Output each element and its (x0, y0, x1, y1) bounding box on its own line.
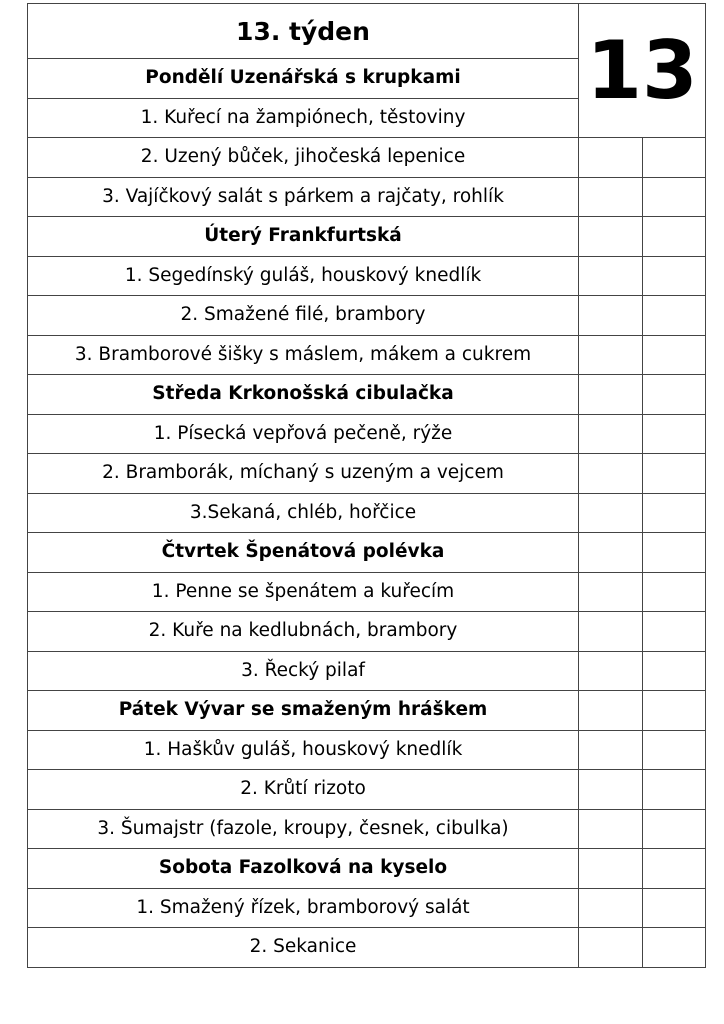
tick-box-1 (579, 809, 643, 849)
day-soup-heading: Čtvrtek Špenátová polévka (28, 533, 579, 573)
menu-sheet (27, 3, 705, 968)
tick-box-1 (579, 493, 643, 533)
day-row (28, 691, 706, 731)
tick-box-1 (579, 256, 643, 296)
menu-item-row (28, 493, 706, 533)
tick-box-1 (579, 770, 643, 810)
menu-item-row (28, 730, 706, 770)
menu-item: 2. Bramborák, míchaný s uzeným a vejcem (28, 454, 579, 494)
day-soup-heading: Úterý Frankfurtská (28, 217, 579, 257)
day-row (28, 217, 706, 257)
menu-item: 1. Haškův guláš, houskový knedlík (28, 730, 579, 770)
day-soup-heading: Pondělí Uzenářská s krupkami (28, 59, 579, 99)
menu-item-row (28, 296, 706, 336)
menu-item: 2. Krůtí rizoto (28, 770, 579, 810)
tick-box-1 (579, 572, 643, 612)
menu-item-row (28, 809, 706, 849)
tick-box-2 (643, 256, 706, 296)
menu-item: 1. Písecká vepřová pečeně, rýže (28, 414, 579, 454)
tick-box-1 (579, 888, 643, 928)
week-title: 13. týden (28, 4, 579, 59)
tick-box-1 (579, 296, 643, 336)
tick-box-1 (579, 217, 643, 257)
tick-box-1 (579, 691, 643, 731)
tick-box-2 (643, 888, 706, 928)
menu-item: 2. Kuře na kedlubnách, brambory (28, 612, 579, 652)
menu-item: 1. Segedínský guláš, houskový knedlík (28, 256, 579, 296)
menu-item: 3.Sekaná, chléb, hořčice (28, 493, 579, 533)
menu-item-row (28, 335, 706, 375)
tick-box-2 (643, 296, 706, 336)
tick-box-2 (643, 730, 706, 770)
tick-box-2 (643, 414, 706, 454)
tick-box-2 (643, 612, 706, 652)
tick-box-2 (643, 533, 706, 573)
tick-box-2 (643, 493, 706, 533)
tick-box-1 (579, 335, 643, 375)
tick-box-1 (579, 849, 643, 889)
menu-item: 1. Kuřecí na žampiónech, těstoviny (28, 98, 579, 138)
tick-box-1 (579, 612, 643, 652)
tick-box-2 (643, 217, 706, 257)
menu-item: 1. Penne se špenátem a kuřecím (28, 572, 579, 612)
tick-box-2 (643, 849, 706, 889)
tick-box-1 (579, 928, 643, 968)
day-soup-heading: Pátek Vývar se smaženým hráškem (28, 691, 579, 731)
tick-box-1 (579, 454, 643, 494)
menu-item: 3. Bramborové šišky s máslem, mákem a cukrem (28, 335, 579, 375)
tick-box-2 (643, 375, 706, 415)
menu-item: 2. Sekanice (28, 928, 579, 968)
tick-box-2 (643, 335, 706, 375)
tick-box-2 (643, 651, 706, 691)
menu-item: 1. Smažený řízek, bramborový salát (28, 888, 579, 928)
menu-item: 3. Vajíčkový salát s párkem a rajčaty, rohlík (28, 177, 579, 217)
menu-item: 2. Smažené filé, brambory (28, 296, 579, 336)
tick-box-1 (579, 177, 643, 217)
menu-item-row (28, 888, 706, 928)
menu-item-row (28, 138, 706, 178)
tick-box-1 (579, 375, 643, 415)
menu-item-row (28, 770, 706, 810)
tick-box-1 (579, 651, 643, 691)
menu-item-row (28, 414, 706, 454)
tick-box-2 (643, 138, 706, 178)
menu-item-row (28, 651, 706, 691)
day-soup-heading: Středa Krkonošská cibulačka (28, 375, 579, 415)
menu-item-row (28, 572, 706, 612)
tick-box-2 (643, 809, 706, 849)
tick-box-1 (579, 138, 643, 178)
menu-item: 2. Uzený bůček, jihočeská lepenice (28, 138, 579, 178)
menu-item: 3. Šumajstr (fazole, kroupy, česnek, cibulka) (28, 809, 579, 849)
menu-item-row (28, 612, 706, 652)
day-row (28, 849, 706, 889)
day-row (28, 533, 706, 573)
menu-item-row (28, 928, 706, 968)
tick-box-2 (643, 454, 706, 494)
menu-item-row (28, 177, 706, 217)
tick-box-1 (579, 730, 643, 770)
day-soup-heading: Sobota Fazolková na kyselo (28, 849, 579, 889)
tick-box-2 (643, 770, 706, 810)
week-number: 13 (579, 4, 706, 138)
tick-box-2 (643, 928, 706, 968)
tick-box-2 (643, 691, 706, 731)
tick-box-1 (579, 533, 643, 573)
menu-table-body (28, 4, 706, 968)
tick-box-2 (643, 177, 706, 217)
menu-item: 3. Řecký pilaf (28, 651, 579, 691)
menu-item-row (28, 454, 706, 494)
menu-table (27, 3, 706, 968)
day-row (28, 375, 706, 415)
tick-box-1 (579, 414, 643, 454)
title-row (28, 4, 706, 59)
tick-box-2 (643, 572, 706, 612)
menu-item-row (28, 256, 706, 296)
